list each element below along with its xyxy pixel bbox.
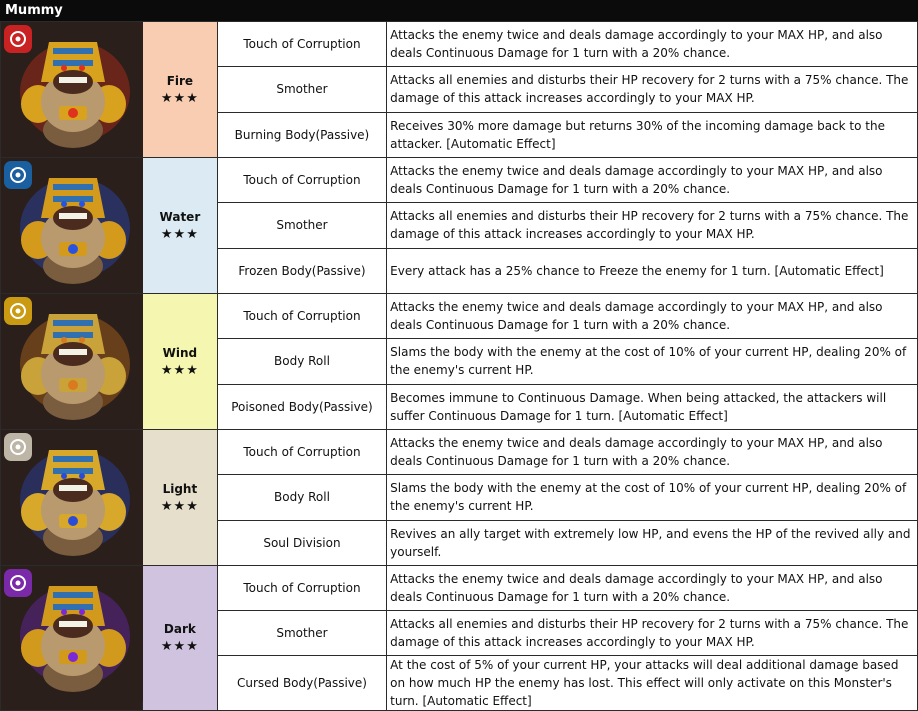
skill-name: Touch of Corruption	[217, 430, 386, 475]
star-rating: ★★★	[160, 498, 199, 514]
monster-portrait	[1, 22, 143, 158]
skill-name: Smother	[217, 611, 386, 656]
skills-table-body	[1, 22, 918, 711]
skill-name: Body Roll	[217, 475, 386, 520]
dark-element-icon	[4, 569, 32, 597]
element-name: Wind	[162, 345, 198, 360]
skill-row	[1, 294, 918, 339]
skill-description: Attacks the enemy twice and deals damage accordingly to your MAX HP, and also deals Continuous Damage for 1 turn with a 20% chance.	[387, 22, 918, 67]
wind-element-icon	[4, 297, 32, 325]
skill-name: Frozen Body(Passive)	[217, 248, 386, 293]
skill-name: Touch of Corruption	[217, 566, 386, 611]
skills-table	[0, 21, 918, 711]
star-rating: ★★★	[160, 90, 199, 106]
skill-description: Every attack has a 25% chance to Freeze the enemy for 1 turn. [Automatic Effect]	[387, 248, 918, 293]
skill-row	[1, 566, 918, 611]
skill-name: Touch of Corruption	[217, 22, 386, 67]
star-rating: ★★★	[160, 362, 199, 378]
skill-description: Slams the body with the enemy at the cost of 10% of your current HP, dealing 20% of the enemy's current HP.	[387, 339, 918, 384]
skill-description: Attacks the enemy twice and deals damage accordingly to your MAX HP, and also deals Continuous Damage for 1 turn with a 20% chance.	[387, 430, 918, 475]
element-cell	[143, 566, 218, 711]
skill-description: Attacks the enemy twice and deals damage accordingly to your MAX HP, and also deals Continuous Damage for 1 turn with a 20% chance.	[387, 158, 918, 203]
element-cell	[143, 294, 218, 430]
light-element-icon	[4, 433, 32, 461]
element-name: Light	[162, 481, 198, 496]
skill-name: Touch of Corruption	[217, 158, 386, 203]
skill-description: Attacks all enemies and disturbs their HP recovery for 2 turns with a 75% chance. The damage of this attack increases accordingly to your MAX HP.	[387, 67, 918, 112]
skill-description: Attacks all enemies and disturbs their HP recovery for 2 turns with a 75% chance. The damage of this attack increases accordingly to your MAX HP.	[387, 203, 918, 248]
star-rating: ★★★	[160, 226, 199, 242]
water-element-icon	[4, 161, 32, 189]
skill-description: Revives an ally target with extremely low HP, and evens the HP of the revived ally and yourself.	[387, 520, 918, 565]
element-name: Fire	[166, 73, 194, 88]
monster-title: Mummy	[0, 0, 918, 21]
monster-portrait	[1, 566, 143, 711]
skill-description: Attacks the enemy twice and deals damage accordingly to your MAX HP, and also deals Continuous Damage for 1 turn with a 20% chance.	[387, 294, 918, 339]
skill-description: At the cost of 5% of your current HP, your attacks will deal additional damage based on how much HP the enemy has lost. This effect will only activate on this Monster's turn. [Automatic Effect]	[387, 656, 918, 711]
skill-description: Becomes immune to Continuous Damage. When being attacked, the attackers will suffer Continuous Damage for 1 turn. [Automatic Effect]	[387, 384, 918, 429]
skill-name: Burning Body(Passive)	[217, 112, 386, 157]
element-name: Dark	[163, 622, 196, 636]
skill-name: Cursed Body(Passive)	[217, 656, 386, 711]
monster-portrait	[1, 158, 143, 294]
skill-description: Attacks the enemy twice and deals damage accordingly to your MAX HP, and also deals Continuous Damage for 1 turn with a 20% chance.	[387, 566, 918, 611]
element-cell	[143, 158, 218, 294]
element-cell	[143, 430, 218, 566]
element-cell	[143, 22, 218, 158]
skill-row	[1, 430, 918, 475]
skill-description: Attacks all enemies and disturbs their HP recovery for 2 turns with a 75% chance. The damage of this attack increases accordingly to your MAX HP.	[387, 611, 918, 656]
star-rating: ★★★	[160, 639, 199, 654]
skill-name: Poisoned Body(Passive)	[217, 384, 386, 429]
skill-name: Soul Division	[217, 520, 386, 565]
monster-portrait	[1, 294, 143, 430]
skill-row	[1, 158, 918, 203]
skill-description: Slams the body with the enemy at the cost of 10% of your current HP, dealing 20% of the enemy's current HP.	[387, 475, 918, 520]
skill-description: Receives 30% more damage but returns 30% of the incoming damage back to the attacker. [Automatic Effect]	[387, 112, 918, 157]
skill-name: Body Roll	[217, 339, 386, 384]
skill-row	[1, 22, 918, 67]
element-name: Water	[159, 209, 201, 224]
fire-element-icon	[4, 25, 32, 53]
skill-name: Smother	[217, 203, 386, 248]
skill-name: Touch of Corruption	[217, 294, 386, 339]
monster-portrait	[1, 430, 143, 566]
skill-name: Smother	[217, 67, 386, 112]
